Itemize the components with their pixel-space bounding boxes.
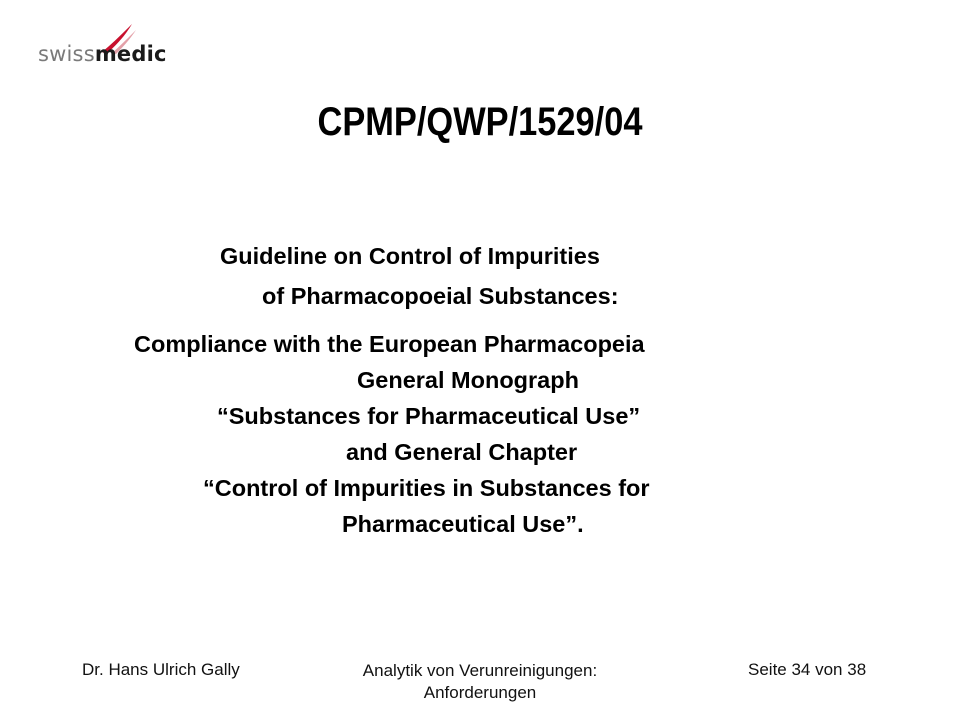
- body-line: Guideline on Control of Impurities: [220, 243, 600, 269]
- body-line: of Pharmacopoeial Substances:: [262, 283, 619, 309]
- body-line: “Substances for Pharmaceutical Use”: [217, 403, 641, 429]
- body-line: General Monograph: [357, 367, 579, 393]
- footer-author: Dr. Hans Ulrich Gally: [82, 660, 240, 679]
- logo-wordmark-medic: medic: [94, 42, 167, 66]
- body-line: Compliance with the European Pharmacopeia: [134, 331, 645, 357]
- footer-topic: Analytik von Verunreinigungen: Anforderungen: [362, 661, 598, 702]
- slide-title: CPMP/QWP/1529/04: [317, 100, 643, 144]
- logo-wordmark-swiss: swiss: [38, 42, 95, 66]
- swissmedic-logo: [38, 18, 178, 68]
- footer-page-number: Seite 34 von 38: [748, 660, 867, 679]
- body-line: “Control of Impurities in Substances for: [203, 475, 650, 501]
- body-line: and General Chapter: [346, 439, 578, 465]
- body-line: Pharmaceutical Use”.: [342, 511, 584, 537]
- logo-wordmark: [38, 42, 167, 66]
